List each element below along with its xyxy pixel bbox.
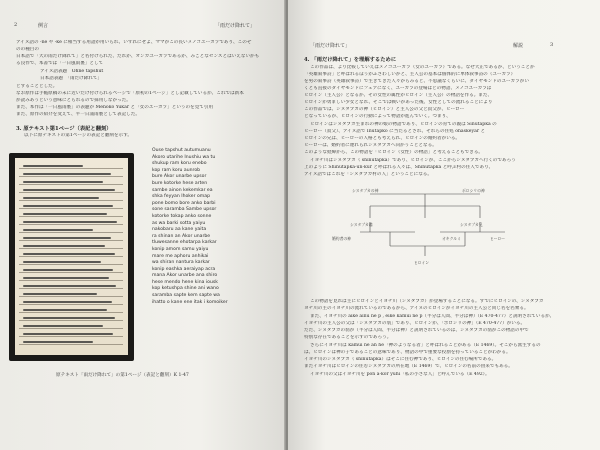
ms-rule (19, 280, 123, 281)
ms-rule (19, 184, 123, 185)
body-line: 「英雄叙事詩」と呼ばれるほうがふさわしいかと、主人公の基本は個体的に単体叙事詩の（ユーカラ） (304, 72, 516, 77)
body-line-2: またイヨチ川はヒロインの住むシヌタプカの所在地（E 1469）で、ヒロインの名前の由来でもある。 (304, 364, 513, 369)
body-line-2: イヨチ川のシヌタプカ（ shinutapka）はそこに住む神であり、ヒロインの住む場所である。 (304, 357, 497, 362)
handwriting-stroke (23, 245, 105, 247)
handwriting-stroke (23, 229, 93, 231)
tree-label-bot-b: ヒロイン (414, 260, 430, 265)
handwriting-stroke (23, 173, 111, 175)
intro-line-9: が読みあうという意味にとられるので採用しなかった。 (16, 98, 131, 103)
transcript-line: konip amom samu yaiyu (152, 246, 209, 252)
tree-label-bot-a: 婚約者の神 (332, 236, 351, 241)
handwriting-stroke (23, 325, 103, 327)
ms-rule (19, 208, 123, 209)
ms-rule (19, 344, 123, 345)
transcript-line: pone bomo bore anko barbi (152, 200, 216, 206)
tree-label-bot-d: ヒーロー (490, 236, 506, 241)
body-line: ヒロインはシヌタプカ生まれの神の娘の物語であり、ヒロインの育ての親は Sinutapka の (310, 122, 497, 127)
body-line: 上のように Shinutapka-un-kur と呼ばれる人々は、Shinutapka と呼ぶ村の住人であり、 (304, 165, 494, 170)
transcript-line: shka feyyan Ihoker omap (152, 194, 210, 200)
handwriting-stroke (23, 189, 115, 191)
body-line-2: ただ、シヌタプカの翁が（半分は人間、半分は神）と説明されているのは、シヌタプカの翁がこの物語の中で (304, 328, 529, 333)
transcript-line: sone saramba Sambe upsor (152, 207, 217, 213)
tree-label-bot-c: オキクルミ (442, 236, 461, 241)
transcript-line: sambe ainon kekemkar ea (152, 187, 213, 193)
ms-rule (19, 264, 123, 265)
body-line: ヒーローは、婚約者に連れられシヌタプカへ向かうこととなる。 (304, 143, 437, 148)
left-header-right: 「雨だけ降れて」 (215, 23, 256, 29)
ms-rule (19, 216, 123, 217)
body-line: この作品では、シヌタプカの神（ヒロイン）と主人公の父と叔父が、ヒーロー (304, 107, 465, 112)
figure-caption: 原テキスト「雨だけ降れて」の第1ページ（表記と翻刻）K 1-47 (56, 373, 189, 378)
ms-rule (19, 312, 123, 313)
body-line: ヒロインが勇ましい少女となれ、そこでは戦いがあった後、女性としての流れることにより (304, 100, 493, 105)
intro-line-7: とすることとした。 (16, 84, 58, 89)
body-line-2: この物語を見れば主にヒロインとイヨチ川（シヌタプカ）が登場することになる。すでにヒロインの、シヌタプカ (310, 299, 544, 304)
tree-label-top-left: シヌタプカの神 (352, 188, 379, 193)
transcript-line: bure Akor unarbe upsor (152, 174, 207, 180)
transcript-line: saramba sapte kem sapte wa (152, 293, 220, 299)
transcription-column (152, 148, 228, 306)
handwriting-stroke (23, 333, 113, 335)
section-3-heading: 3. 原テキスト第1ページ（表記と翻刻） (16, 126, 112, 132)
ms-rule (19, 272, 123, 273)
intro-line-5: アイヌ語表題 Ohne tapshut (40, 69, 104, 74)
handwriting-stroke (23, 261, 101, 263)
body-line: アイヌ語ではこれを「シヌタプカ村の人」ということになる。 (304, 172, 432, 177)
ms-rule (19, 224, 123, 225)
body-line: くとも直接のダイヤモンドにフェアになく、ユーカラの登場はどの物語、メノコユーカラは (304, 86, 492, 91)
transcript-line: bure kotorke hese arten (152, 180, 208, 186)
transcript-line: mana Akor unarbe ana shiro (152, 273, 218, 279)
ms-rule (19, 176, 123, 177)
body-line: ヒロインの兄は、ヒーローの人格とも考えられ、ヒロインの婚約者がいる。 (304, 136, 461, 141)
section-4-heading: 4. 「雨だけ降れて」を理解するために (304, 57, 397, 63)
handwriting-stroke (23, 309, 107, 311)
ms-rule (19, 296, 123, 297)
transcript-line: as wa barki sotta yaiyu (152, 220, 206, 226)
body-line: ヒーロー（叔父）、アイヌ語で Inutapko に当たるとされ、それらの住処 ohaskeyar と (304, 129, 486, 134)
body-line: イヨチ川はシヌタプカ（ shinutapka）であり、ヒロインが、ここからシヌタプカへ行くのであろう (310, 158, 516, 163)
body-line-2: イヨチ川の主人公の父は「シヌタプカの翁」であり、ヒロインが、「ポロシリの神」（E 470-477）がいる。 (304, 321, 526, 326)
intro-line-4: る良作で、本書では「一日風雨裏」として (16, 61, 104, 66)
ms-rule (19, 232, 123, 233)
transcript-line: konip eashka aeraiyap acra (152, 266, 216, 272)
right-header-left: 「雨だけ降れて」 (310, 43, 351, 49)
handwriting-stroke (23, 293, 97, 295)
handwriting-stroke (23, 253, 115, 255)
intro-line-6: 日本語表題 「雨だけ降れて」 (40, 76, 103, 81)
tree-label-mid-right: シヌタプカ兄 (460, 222, 483, 227)
handwriting-stroke (23, 317, 115, 319)
body-line-2: また、イヨチ川の aike ainu ne p , eike kamui ne p（半分は人間、半分は神）（E 470-477）と説明されているが、 (310, 314, 555, 319)
ms-rule (19, 192, 123, 193)
intro-line-11: また、原作の紹介を変えて、平一日浦雨裏として表記した。 (16, 112, 140, 117)
tree-label-top-right: ポロシリの神 (462, 188, 485, 193)
handwriting-stroke (23, 197, 99, 199)
transcript-line: Ouse tapshut autumuanu (152, 148, 211, 153)
genealogy-tree-diagram (330, 188, 530, 278)
body-line: ヒロイン（主人公）となるか、その女性の属性がヒロイン（主人公）の物語を作る。また、 (304, 93, 493, 98)
transcript-line: tluwesanne ehotarpa karkar (152, 240, 217, 246)
handwriting-stroke (23, 181, 103, 183)
left-page-number: 2 (14, 22, 18, 28)
handwriting-stroke (23, 277, 109, 279)
handwriting-stroke (23, 237, 111, 239)
body-line: この作品は、より比較していえばメノコユーカラ（女のユーカラ）である。なぜ大正であるか、ということか (310, 65, 535, 70)
body-line: となっているが、ヒロインの行動によって物語が進んでいく。つまり、 (304, 114, 451, 119)
body-line-2: イヨチ川の父はイヨチ川を pon a-kor yuhi「私の小さな人」と呼んでいる（E 492）。 (310, 372, 490, 377)
handwriting-stroke (23, 269, 113, 271)
body-line-2: は、ヒロインは神の子であることの意味であり、物語の中で重要な役割を持っていることがわかる。 (304, 350, 511, 355)
transcript-line: wa shiran nantura karkar (152, 260, 210, 266)
left-header-left: 例言 (38, 23, 49, 29)
ms-rule (19, 336, 123, 337)
transcript-line: shukup ram koru enebo (152, 161, 207, 167)
intro-line-10: また、本作は「一日風雨裏」の表題が Menoko Yukar と「女のユーカラ」というのを見て引用 (16, 105, 214, 110)
transcript-line: ihatto o kane ene itak i komoiker (152, 299, 228, 305)
handwriting-stroke (23, 213, 107, 215)
handwriting-stroke (23, 285, 116, 287)
manuscript-photo (9, 153, 134, 361)
right-page-number: 3 (550, 42, 554, 48)
transcript-line: nakobaru aa kane yaita (152, 227, 207, 233)
body-line-2: 特別な存在であることを示すのであろう。 (304, 335, 392, 340)
handwriting-stroke (23, 165, 83, 167)
handwriting-stroke (23, 205, 113, 207)
ms-rule (19, 320, 123, 321)
ms-rule (19, 200, 123, 201)
body-line: を男の叙事詩（英雄叙事詩）で生きてきた人々からみると、不思議なくらいに、ダイヤモンドのユーカラがい (304, 79, 529, 84)
intro-line-8: なお原作は手帳原稿の末に近いだけ付けられるページで「原初の1ページ」とし記載しているが、これでは新本 (16, 91, 244, 96)
transcript-line: hese mendo hene kina iousk (152, 279, 218, 285)
right-header-right: 解説 (513, 43, 524, 49)
transcript-line: ra shinan an Akor unarbe (152, 233, 211, 239)
left-page (0, 0, 286, 450)
handwriting-stroke (23, 341, 93, 343)
intro-line-2: のの種目の (16, 47, 39, 52)
ms-rule (19, 240, 123, 241)
transcript-line: kop ketushpa shine ani wano (152, 286, 219, 292)
body-line: このような経緯から、この物語を「ヒロイン（女性）の物語」と考えることもできる。 (304, 150, 484, 155)
transcript-line: kotorke tokap anko sonne (152, 213, 212, 219)
ms-rule (19, 288, 123, 289)
ms-rule (19, 328, 123, 329)
ms-rule (19, 168, 123, 169)
transcript-line: kop ram koru aunrob (152, 167, 201, 173)
section-3-sub: 以下に原テキストの第1ページの表記と翻刻を示す。 (24, 133, 133, 138)
body-line-2: さらにイヨチ川は kamui ne an he「神のようなる者」と呼ばれることがある（E 1469）。そこから派生するの (310, 343, 541, 348)
ms-rule (19, 248, 123, 249)
manuscript-page (15, 158, 128, 355)
transcript-line: Akoro utarihe Inushiu wa tu (152, 154, 216, 160)
handwriting-stroke (23, 301, 112, 303)
transcript-line: mare me aphoru anhikai (152, 253, 209, 259)
ms-rule (19, 304, 123, 305)
body-line-2: ヨチ川の主のイヨチ川の流れているのであるから、アイヌのヒロインがイヨチ川の主人公と同じ名を名乗る。 (304, 306, 529, 311)
intro-line-1: アイヌ語の -ne や -ke に相当する用語が用いられ、いずれにせよ、ママがこの長いメノコユーカラであり、このぞ (16, 40, 252, 45)
tree-label-mid-left: シヌタプカ翁 (350, 222, 373, 227)
ms-rule (19, 256, 123, 257)
handwriting-stroke (23, 221, 117, 223)
intro-line-3: 日本語で「犬の雨だけ降れて」と名付けられた、だれか、オンカユーカラであるか、みごとなセンスとはいえないかも (16, 54, 260, 59)
